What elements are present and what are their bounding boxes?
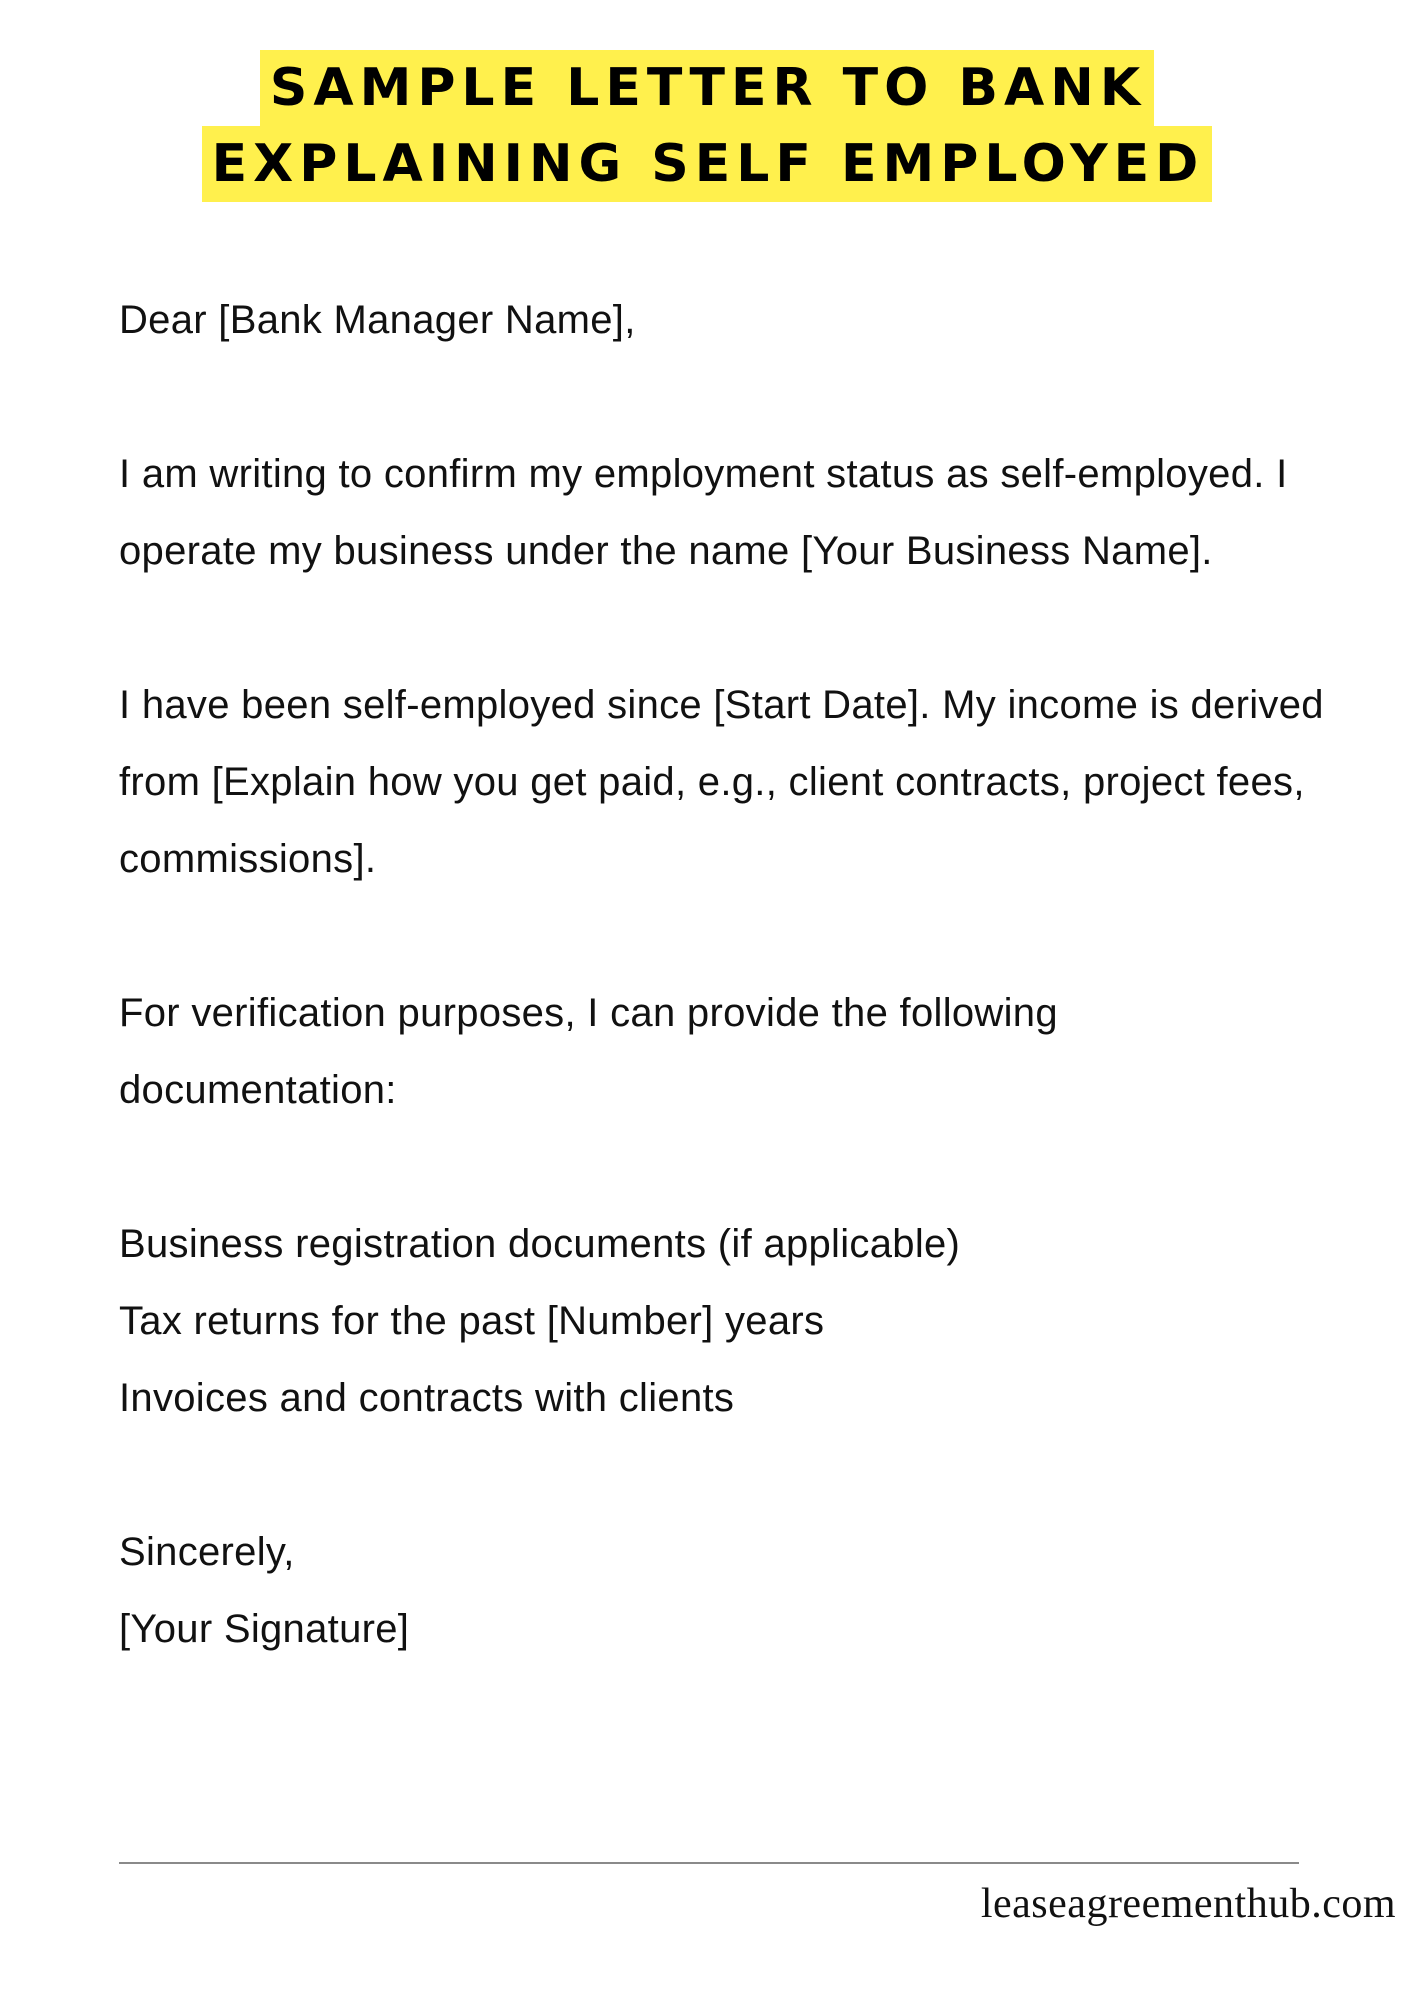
list-item: Tax returns for the past [Number] years [119, 1299, 825, 1343]
salutation: Dear [Bank Manager Name], [119, 298, 636, 342]
title-line-2: EXPLAINING SELF EMPLOYED [202, 126, 1213, 202]
paragraph-income-source: I have been self-employed since [Start Date]. My income is derived from [Explain how you get paid, e.g., client contracts, project fees, commissions]. [119, 683, 1324, 881]
letter-body [119, 282, 1339, 1668]
signature-placeholder: [Your Signature] [119, 1607, 410, 1651]
list-item: Business registration documents (if applicable) [119, 1222, 961, 1266]
paragraph-employment-status: I am writing to confirm my employment status as self-employed. I operate my business under the name [Your Business Name]. [119, 452, 1288, 573]
page-title [0, 50, 1414, 202]
paragraph-verification: For verification purposes, I can provide the following documentation: [119, 991, 1058, 1112]
footer-divider [119, 1862, 1299, 1864]
list-item: Invoices and contracts with clients [119, 1376, 735, 1420]
closing-phrase: Sincerely, [119, 1530, 295, 1574]
letter-closing [119, 1514, 1339, 1668]
documentation-list [119, 1206, 1339, 1437]
footer-site-name: leaseagreementhub.com [980, 1881, 1396, 1927]
title-line-1: SAMPLE LETTER TO BANK [260, 50, 1154, 126]
